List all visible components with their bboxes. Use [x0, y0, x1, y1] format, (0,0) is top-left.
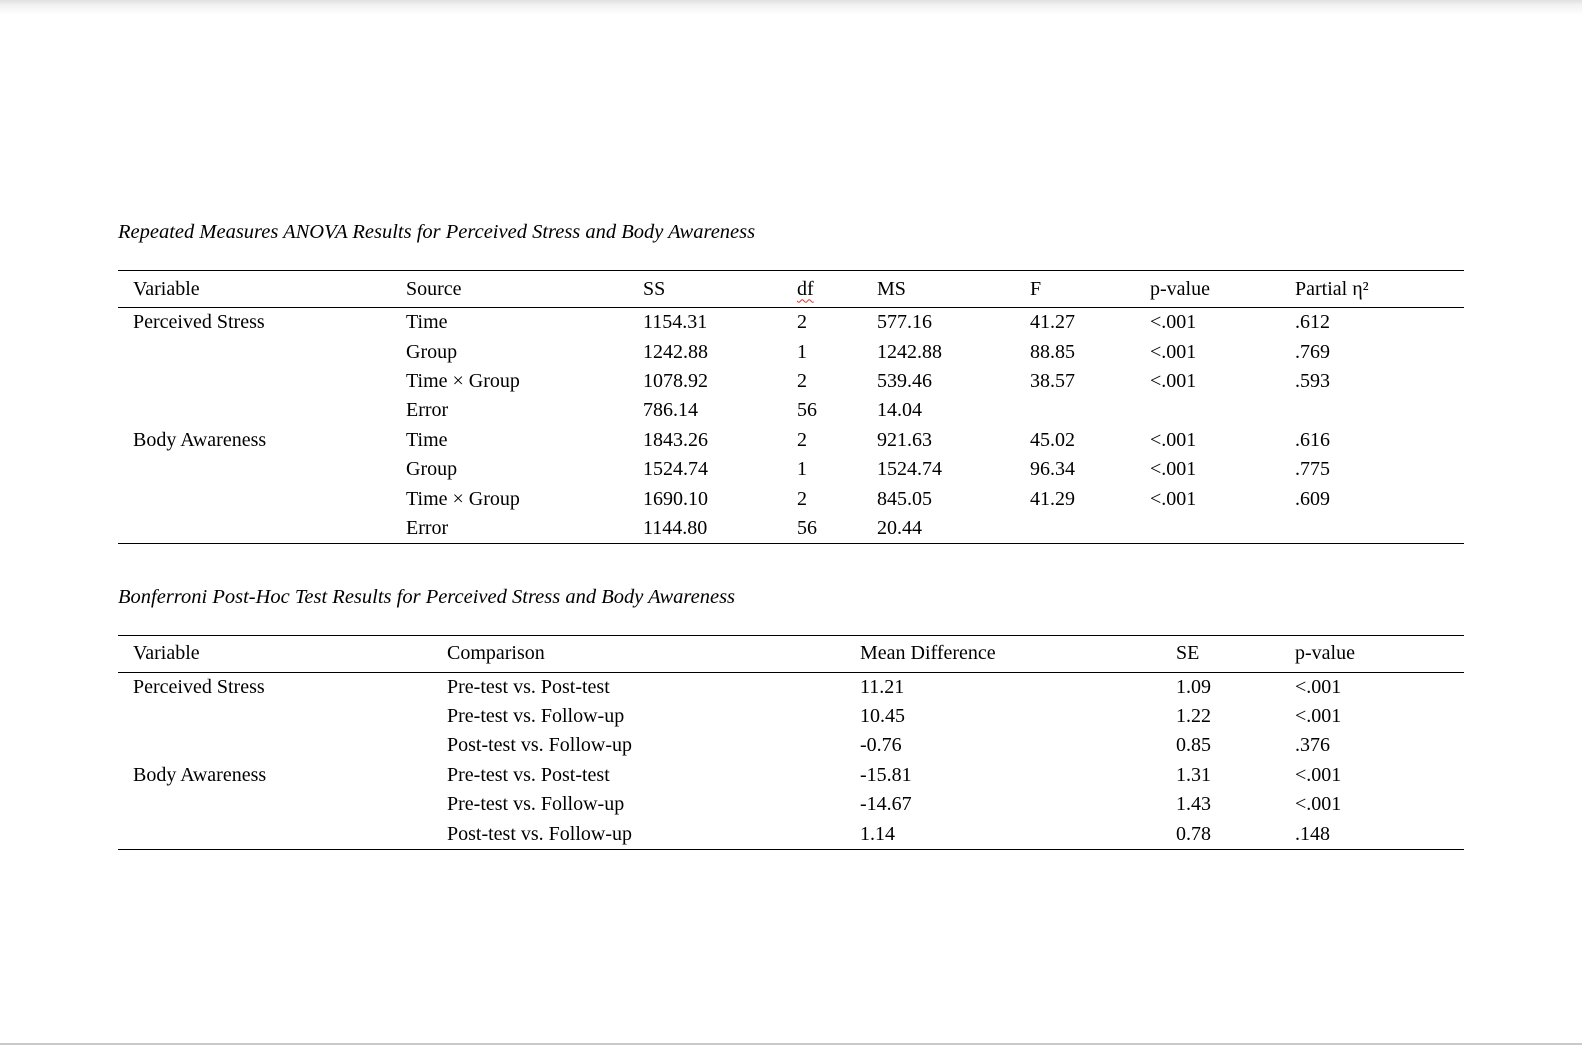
cell-df: 1 — [797, 340, 807, 363]
table-row — [118, 819, 1464, 848]
cell-source: Error — [406, 399, 449, 422]
column-header-f: F — [1030, 277, 1042, 300]
table-row — [118, 308, 1464, 337]
cell-f: 38.57 — [1030, 369, 1075, 392]
cell-p-value: <.001 — [1150, 369, 1197, 392]
cell-se: 0.78 — [1176, 822, 1211, 845]
table-row — [118, 761, 1464, 790]
cell-comparison: Pre-test vs. Follow-up — [447, 705, 625, 728]
cell-variable: Perceived Stress — [133, 311, 265, 334]
cell-partial-eta: .593 — [1295, 369, 1330, 392]
cell-mean-difference: 10.45 — [860, 705, 905, 728]
cell-source: Time × Group — [406, 487, 520, 510]
column-header-comparison: Comparison — [447, 642, 545, 665]
cell-p-value: <.001 — [1295, 675, 1342, 698]
column-header-p-value: p-value — [1295, 642, 1355, 665]
cell-f: 41.27 — [1030, 311, 1075, 334]
table-row — [118, 673, 1464, 702]
cell-variable: Perceived Stress — [133, 675, 265, 698]
cell-ms: 539.46 — [877, 369, 932, 392]
table-row — [118, 514, 1464, 543]
cell-p-value: <.001 — [1295, 793, 1342, 816]
cell-ms: 1524.74 — [877, 458, 942, 481]
cell-source: Group — [406, 340, 458, 363]
cell-p-value: <.001 — [1150, 311, 1197, 334]
cell-ss: 1690.10 — [643, 487, 708, 510]
cell-comparison: Post-test vs. Follow-up — [447, 734, 633, 757]
page-top-shadow — [0, 0, 1582, 16]
cell-ss: 1843.26 — [643, 428, 708, 451]
table-row — [118, 484, 1464, 513]
cell-partial-eta: .616 — [1295, 428, 1330, 451]
cell-df: 2 — [797, 311, 807, 334]
cell-ss: 1144.80 — [643, 516, 708, 539]
table-row — [118, 702, 1464, 731]
cell-p-value: <.001 — [1150, 458, 1197, 481]
column-header-p-value: p-value — [1150, 277, 1210, 300]
cell-mean-difference: -14.67 — [860, 793, 912, 816]
cell-comparison: Pre-test vs. Post-test — [447, 675, 610, 698]
cell-variable: Body Awareness — [133, 763, 267, 786]
cell-partial-eta: .775 — [1295, 458, 1330, 481]
cell-ss: 786.14 — [643, 399, 698, 422]
cell-p-value: <.001 — [1295, 705, 1342, 728]
cell-f: 45.02 — [1030, 428, 1075, 451]
cell-df: 56 — [797, 516, 817, 539]
table-row — [118, 396, 1464, 425]
cell-se: 1.09 — [1176, 675, 1211, 698]
table-row — [118, 426, 1464, 455]
table-row — [118, 455, 1464, 484]
cell-ms: 14.04 — [877, 399, 922, 422]
page-bottom-divider — [0, 1043, 1582, 1045]
cell-ms: 577.16 — [877, 311, 932, 334]
cell-source: Error — [406, 516, 449, 539]
cell-mean-difference: -0.76 — [860, 734, 902, 757]
cell-f: 41.29 — [1030, 487, 1075, 510]
cell-ss: 1154.31 — [643, 311, 708, 334]
cell-mean-difference: -15.81 — [860, 763, 912, 786]
cell-source: Time × Group — [406, 369, 520, 392]
cell-ms: 20.44 — [877, 516, 922, 539]
cell-partial-eta: .612 — [1295, 311, 1330, 334]
cell-comparison: Pre-test vs. Follow-up — [447, 793, 625, 816]
anova-table — [118, 270, 1464, 544]
cell-se: 1.31 — [1176, 763, 1211, 786]
anova-header-row — [118, 271, 1464, 308]
cell-p-value: <.001 — [1150, 487, 1197, 510]
column-header-se: SE — [1176, 642, 1200, 665]
cell-partial-eta: .769 — [1295, 340, 1330, 363]
cell-ms: 1242.88 — [877, 340, 942, 363]
cell-p-value: <.001 — [1150, 340, 1197, 363]
cell-df: 2 — [797, 487, 807, 510]
cell-ss: 1078.92 — [643, 369, 708, 392]
cell-ss: 1242.88 — [643, 340, 708, 363]
spellcheck-underline: df — [797, 277, 814, 300]
cell-mean-difference: 11.21 — [860, 675, 905, 698]
cell-partial-eta: .609 — [1295, 487, 1330, 510]
cell-se: 0.85 — [1176, 734, 1211, 757]
column-header-mean-difference: Mean Difference — [860, 642, 996, 665]
column-header-source: Source — [406, 277, 462, 300]
cell-comparison: Post-test vs. Follow-up — [447, 822, 633, 845]
cell-p-value: .148 — [1295, 822, 1330, 845]
cell-ms: 921.63 — [877, 428, 932, 451]
cell-mean-difference: 1.14 — [860, 822, 895, 845]
column-header-variable: Variable — [133, 277, 200, 300]
table-row — [118, 367, 1464, 396]
column-header-partial-eta: Partial η² — [1295, 277, 1369, 300]
cell-df: 56 — [797, 399, 817, 422]
cell-source: Group — [406, 458, 458, 481]
posthoc-table — [118, 635, 1464, 850]
cell-source: Time — [406, 311, 448, 334]
cell-p-value: .376 — [1295, 734, 1330, 757]
cell-comparison: Pre-test vs. Post-test — [447, 763, 610, 786]
column-header-ms: MS — [877, 277, 906, 300]
cell-ms: 845.05 — [877, 487, 932, 510]
posthoc-header-row — [118, 636, 1464, 673]
column-header-ss: SS — [643, 277, 666, 300]
cell-variable: Body Awareness — [133, 428, 267, 451]
column-header-variable: Variable — [133, 642, 200, 665]
cell-f: 96.34 — [1030, 458, 1075, 481]
cell-p-value: <.001 — [1150, 428, 1197, 451]
cell-se: 1.43 — [1176, 793, 1211, 816]
cell-df: 2 — [797, 369, 807, 392]
posthoc-table-title: Bonferroni Post-Hoc Test Results for Perceived Stress and Body Awareness — [118, 586, 736, 608]
cell-df: 1 — [797, 458, 807, 481]
table-row — [118, 337, 1464, 366]
cell-se: 1.22 — [1176, 705, 1211, 728]
table-row — [118, 790, 1464, 819]
column-header-df — [797, 278, 814, 301]
cell-df: 2 — [797, 428, 807, 451]
cell-ss: 1524.74 — [643, 458, 708, 481]
cell-p-value: <.001 — [1295, 763, 1342, 786]
cell-source: Time — [406, 428, 448, 451]
cell-f: 88.85 — [1030, 340, 1075, 363]
table-row — [118, 731, 1464, 760]
anova-table-title: Repeated Measures ANOVA Results for Perceived Stress and Body Awareness — [118, 221, 756, 243]
